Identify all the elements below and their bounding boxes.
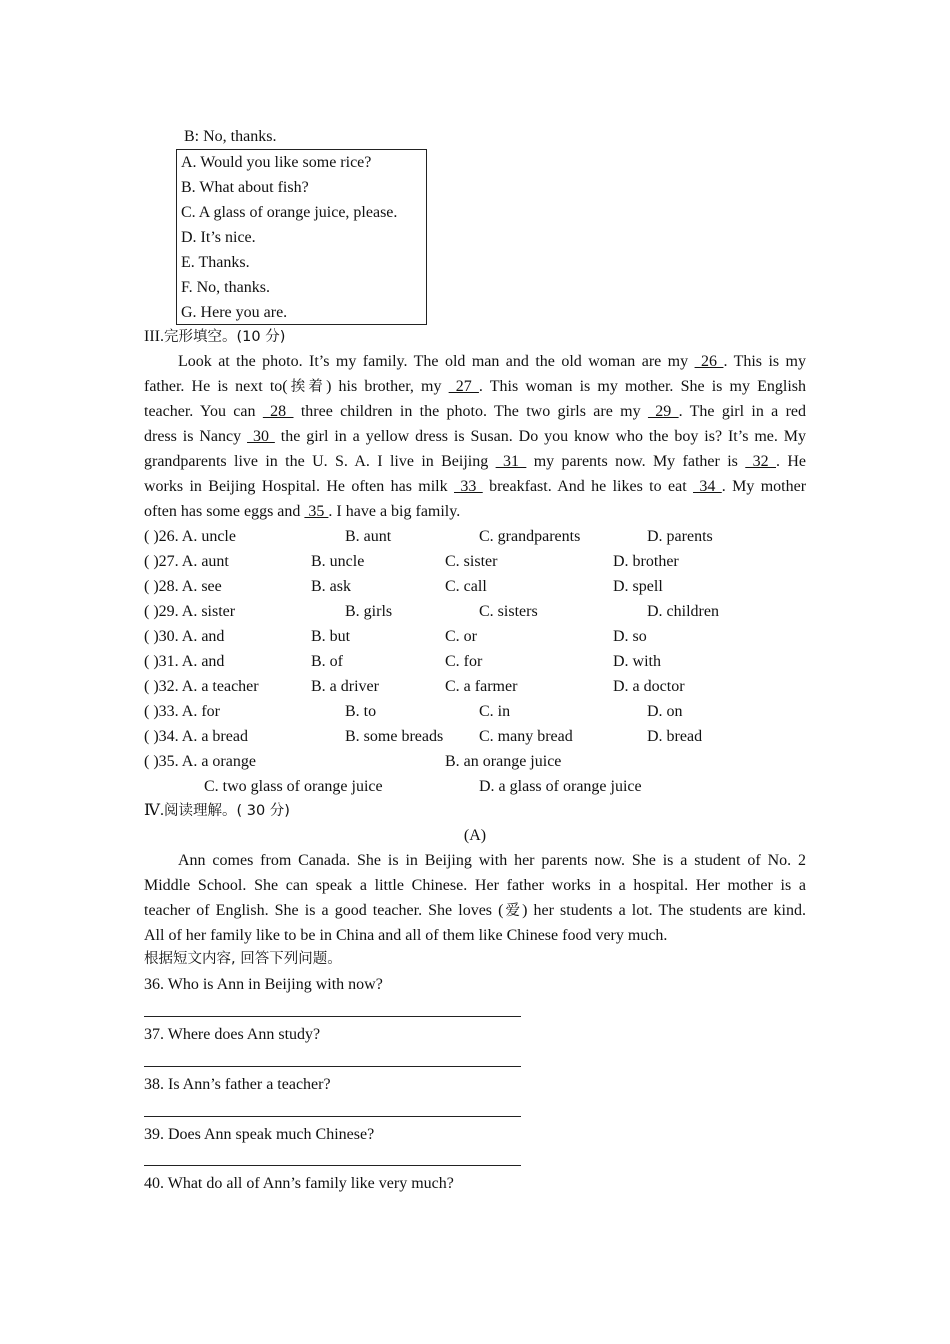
question-30-option-b: B. but — [311, 628, 351, 645]
question-27-option-d: D. brother — [613, 553, 679, 570]
question-31-option-c: C. for — [445, 653, 483, 670]
question-34-option-b: B. some breads — [345, 728, 444, 745]
question-28-option-d: D. spell — [613, 578, 663, 595]
question-33-number: ( )33. A. for — [144, 703, 220, 720]
cloze-line-6: works in Beijing Hospital. He often has milk 33 breakfast. And he likes to eat 34 . My mother — [144, 478, 807, 495]
cloze-line-3: teacher. You can 28 three children in the photo. The two girls are my 29 . The girl in a red — [144, 403, 807, 420]
question-34-option-c: C. many bread — [479, 728, 573, 745]
question-26-number: ( )26. A. uncle — [144, 528, 236, 545]
option-b: B. What about fish? — [181, 179, 309, 196]
dialogue-line: B: No, thanks. — [184, 128, 277, 145]
question-35-option-d: D. a glass of orange juice — [479, 778, 642, 795]
question-32-number: ( )32. A. a teacher — [144, 678, 259, 695]
question-26-option-c: C. grandparents — [479, 528, 581, 545]
reading-question-37: 37. Where does Ann study? — [144, 1026, 321, 1043]
option-d: D. It’s nice. — [181, 229, 256, 246]
blank-28: 28 — [262, 403, 294, 420]
option-e: E. Thanks. — [181, 254, 250, 271]
question-35-option-b: B. an orange juice — [445, 753, 562, 770]
reading-question-40: 40. What do all of Ann’s family like very much? — [144, 1175, 454, 1192]
question-34-option-d: D. bread — [647, 728, 703, 745]
question-28-number: ( )28. A. see — [144, 578, 222, 595]
question-26-option-d: D. parents — [647, 528, 713, 545]
question-26-option-b: B. aunt — [345, 528, 392, 545]
option-f: F. No, thanks. — [181, 279, 270, 296]
blank-27: 27 — [448, 378, 479, 395]
question-33-option-c: C. in — [479, 703, 511, 720]
question-29-number: ( )29. A. sister — [144, 603, 236, 620]
question-34-number: ( )34. A. a bread — [144, 728, 248, 745]
option-a: A. Would you like some rice? — [181, 154, 372, 171]
question-27-option-b: B. uncle — [311, 553, 365, 570]
blank-33: 33 — [454, 478, 483, 495]
question-31-number: ( )31. A. and — [144, 653, 225, 670]
section-3-heading — [144, 324, 806, 349]
part-a-label: (A) — [463, 827, 487, 844]
options-box — [176, 149, 427, 325]
question-33-option-d: D. on — [647, 703, 683, 720]
cloze-line-1: Look at the photo. It’s my family. The old man and the old woman are my 26 . This is my — [178, 353, 807, 370]
blank-30: 30 — [247, 428, 275, 445]
blank-26: 26 — [694, 353, 724, 370]
cloze-line-5: grandparents live in the U. S. A. I live in Beijing 31 my parents now. My father is 32 . He — [144, 453, 807, 470]
cloze-line-7: often has some eggs and 35 . I have a big family. — [144, 503, 461, 520]
question-32-option-c: C. a farmer — [445, 678, 518, 695]
question-33-option-b: B. to — [345, 703, 377, 720]
reading-question-36: 36. Who is Ann in Beijing with now? — [144, 976, 383, 993]
question-29-option-d: D. children — [647, 603, 719, 620]
reading-line-1: Ann comes from Canada. She is in Beijing with her parents now. She is a student of No. 2 — [178, 852, 806, 869]
question-31-option-d: D. with — [613, 653, 661, 670]
question-35-option-c: C. two glass of orange juice — [204, 778, 383, 795]
question-32-option-b: B. a driver — [311, 678, 379, 695]
question-28-option-c: C. call — [445, 578, 487, 595]
reading-question-38: 38. Is Ann’s father a teacher? — [144, 1076, 331, 1093]
reading-line-4: All of her family like to be in China and all of them like Chinese food very much. — [144, 927, 668, 944]
question-29-option-b: B. girls — [345, 603, 393, 620]
blank-34: 34 — [693, 478, 722, 495]
blank-29: 29 — [647, 403, 679, 420]
blank-32: 32 — [745, 453, 776, 470]
question-30-option-d: D. so — [613, 628, 647, 645]
cloze-line-2: father. He is next to(挨着) his brother, my 27 . This woman is my mother. She is my English — [144, 378, 807, 395]
question-27-number: ( )27. A. aunt — [144, 553, 229, 570]
reading-instruction: 根据短文内容, 回答下列问题。 — [144, 951, 342, 967]
question-31-option-b: B. of — [311, 653, 343, 670]
question-29-option-c: C. sisters — [479, 603, 538, 620]
option-g: G. Here you are. — [181, 304, 288, 321]
question-30-number: ( )30. A. and — [144, 628, 225, 645]
question-28-option-b: B. ask — [311, 578, 351, 595]
section-4-roman: Ⅳ. — [144, 802, 164, 819]
question-27-option-c: C. sister — [445, 553, 498, 570]
section-4-title: 阅读理解。( 30 分) — [163, 803, 290, 819]
reading-question-39: 39. Does Ann speak much Chinese? — [144, 1126, 375, 1143]
option-c: C. A glass of orange juice, please. — [181, 204, 398, 221]
question-35-number: ( )35. A. a orange — [144, 753, 256, 770]
reading-line-3: teacher of English. She is a good teacher. She loves (爱) her students a lot. The students are kind. — [144, 902, 806, 919]
answer-line-37[interactable] — [144, 1066, 521, 1067]
question-30-option-c: C. or — [445, 628, 477, 645]
section-3-title: 完形填空。(10 分) — [163, 329, 286, 345]
answer-line-38[interactable] — [144, 1116, 521, 1117]
section-4-heading — [144, 798, 806, 823]
section-3-roman: III. — [144, 328, 164, 345]
blank-35: 35 — [304, 503, 329, 520]
blank-31: 31 — [495, 453, 527, 470]
question-32-option-d: D. a doctor — [613, 678, 685, 695]
reading-line-2: Middle School. She can speak a little Chinese. Her father works in a hospital. Her mother is a — [144, 877, 806, 894]
answer-line-36[interactable] — [144, 1016, 521, 1017]
cloze-line-4: dress is Nancy 30 the girl in a yellow dress is Susan. Do you know who the boy is? It’s me. My — [144, 428, 806, 445]
answer-line-39[interactable] — [144, 1165, 521, 1166]
